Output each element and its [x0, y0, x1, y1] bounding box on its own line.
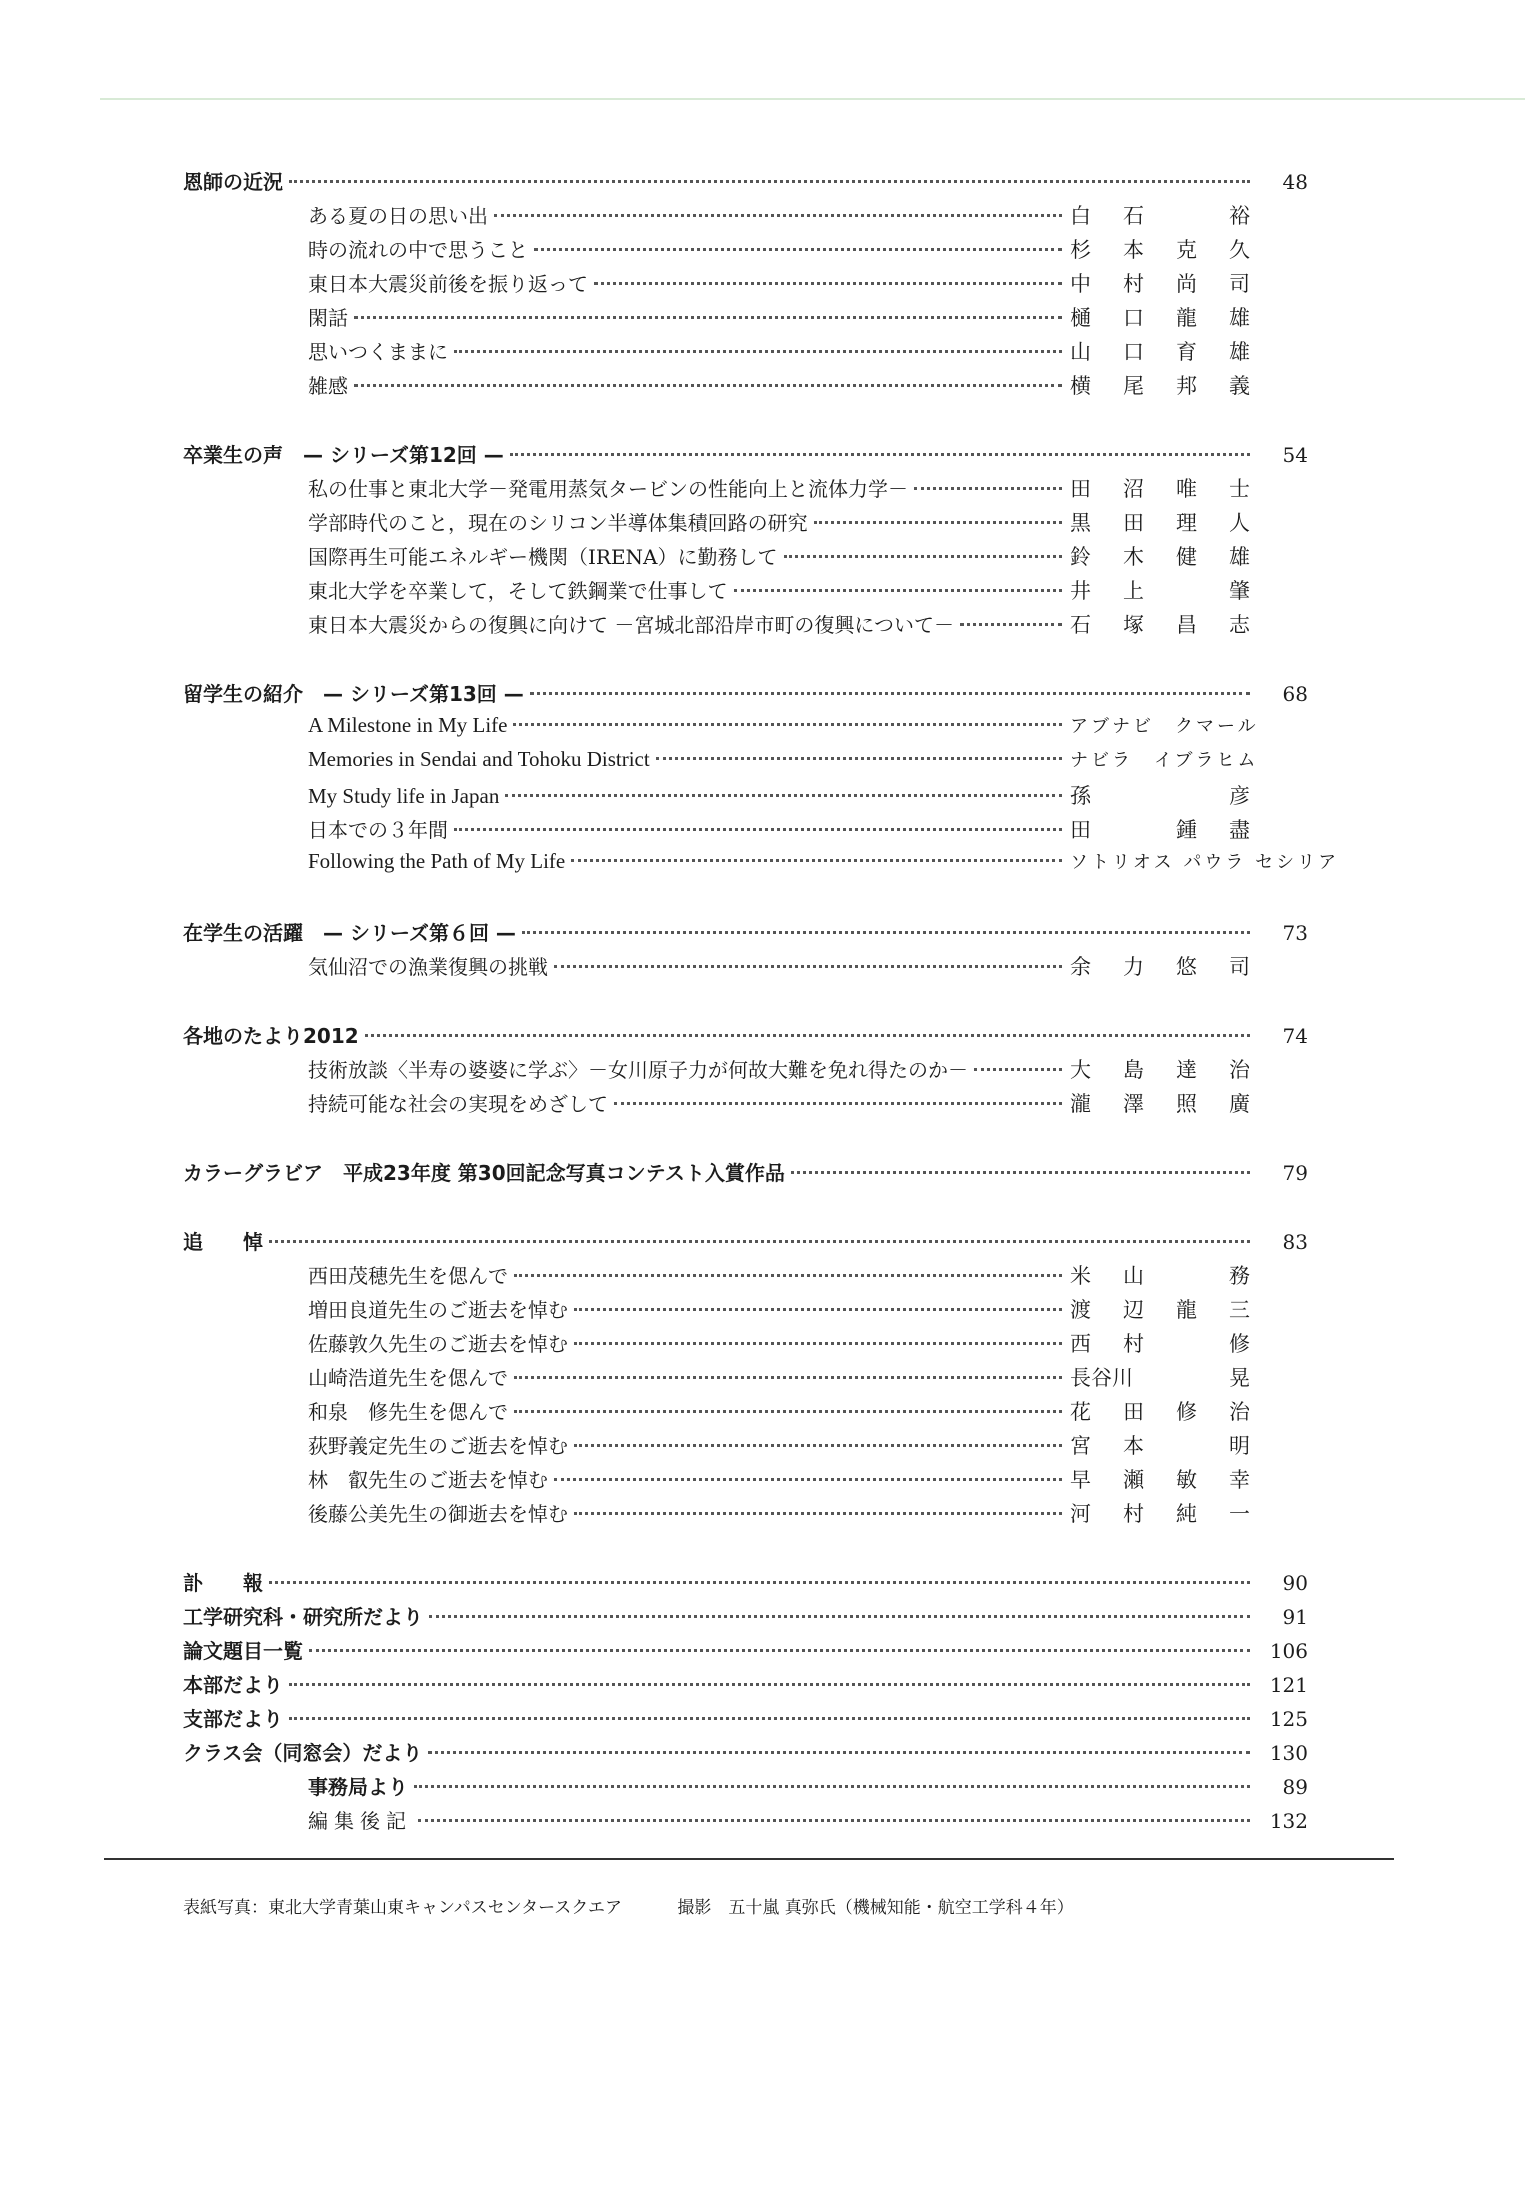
author-char: 孫 — [1070, 784, 1091, 808]
author-char: 本 — [1123, 1434, 1144, 1458]
article-title: ある夏の日の思い出 — [308, 204, 488, 228]
article-entry[interactable] — [183, 1260, 1308, 1294]
leader-dots — [429, 1615, 1250, 1618]
leader-dots — [365, 1034, 1250, 1037]
author-char — [1176, 200, 1197, 230]
page-number: 130 — [1269, 1741, 1308, 1765]
top-rule — [100, 98, 1525, 100]
leader-dots — [505, 794, 1062, 797]
leader-dots — [534, 248, 1062, 251]
author-char: 鈴 — [1070, 545, 1091, 569]
leader-dots — [428, 1751, 1250, 1754]
author-char: 育 — [1176, 340, 1197, 364]
author-char: 宮 — [1070, 1434, 1091, 1458]
author-char: 河 — [1070, 1502, 1091, 1526]
article-entry[interactable] — [183, 780, 1308, 814]
section-title: 論文題目一覧 — [183, 1639, 303, 1663]
author-char — [1176, 1260, 1197, 1290]
author-char: 克 — [1176, 238, 1197, 262]
article-entry[interactable] — [183, 951, 1308, 985]
article-entry[interactable] — [183, 1088, 1308, 1122]
article-entry[interactable] — [183, 268, 1308, 302]
article-author — [1070, 1498, 1250, 1528]
author-char — [1176, 1430, 1197, 1460]
author-char: 瀬 — [1123, 1468, 1144, 1492]
article-entry[interactable] — [183, 1294, 1308, 1328]
leader-dots — [791, 1171, 1250, 1174]
author-char: 樋 — [1070, 306, 1091, 330]
article-author — [1070, 473, 1250, 503]
author-char: 渡 — [1070, 1298, 1091, 1322]
author-char: 田 — [1123, 511, 1144, 535]
toc-section — [183, 1226, 1308, 1532]
section-title: 編集後記 — [308, 1809, 412, 1833]
article-author — [1070, 575, 1250, 605]
author-char: 沼 — [1123, 477, 1144, 501]
section-heading[interactable] — [183, 1669, 1308, 1703]
leader-dots — [354, 316, 1062, 319]
author-char: 司 — [1229, 272, 1250, 296]
article-entry[interactable] — [183, 1430, 1308, 1464]
author-char: 村 — [1123, 1332, 1144, 1356]
author-char: 義 — [1229, 374, 1250, 398]
author-char: 田 — [1070, 818, 1091, 842]
article-title: 国際再生可能エネルギー機関（IRENA）に勤務して — [308, 545, 778, 569]
section-title: 留学生の紹介 — シリーズ第13回 — — [183, 682, 524, 706]
article-author: ナビラ イブラヒム — [1070, 750, 1259, 771]
page-number: 79 — [1282, 1161, 1308, 1185]
section-title: 恩師の近況 — [183, 170, 283, 194]
article-author — [1070, 302, 1250, 332]
leader-dots — [289, 1683, 1250, 1686]
section-title: クラス会（同窓会）だより — [183, 1741, 423, 1765]
leader-dots — [354, 384, 1062, 387]
leader-dots — [494, 214, 1062, 217]
article-title: 荻野義定先生のご逝去を悼む — [308, 1434, 568, 1458]
section-title: 工学研究科・研究所だより — [183, 1605, 423, 1629]
section-heading[interactable] — [183, 439, 1308, 473]
author-char: 塚 — [1123, 613, 1144, 637]
article-entry[interactable] — [183, 1328, 1308, 1362]
article-author — [1070, 370, 1250, 400]
article-entry[interactable] — [183, 848, 1340, 882]
toc-tail — [183, 1567, 1308, 1839]
author-char: 裕 — [1229, 204, 1250, 228]
article-title: 林 叡先生のご逝去を悼む — [308, 1468, 548, 1492]
section-heading[interactable] — [183, 1703, 1308, 1737]
author-char: 務 — [1229, 1264, 1250, 1288]
page-number: 121 — [1269, 1673, 1308, 1697]
article-author — [1070, 1430, 1250, 1460]
article-entry[interactable] — [183, 1054, 1308, 1088]
author-char: 口 — [1123, 340, 1144, 364]
article-author — [1070, 336, 1250, 366]
leader-dots — [594, 282, 1062, 285]
author-char: 澤 — [1123, 1092, 1144, 1116]
section-heading[interactable] — [183, 1020, 1308, 1054]
author-char: 悠 — [1176, 955, 1197, 979]
leader-dots — [574, 1308, 1062, 1311]
author-char: 辺 — [1123, 1298, 1144, 1322]
author-char: 山 — [1070, 340, 1091, 364]
article-author: ソトリオス パウラ セシリア — [1070, 852, 1340, 873]
article-title: 増田良道先生のご逝去を悼む — [308, 1298, 568, 1322]
photographer-caption: 撮影 五十嵐 真弥氏（機械知能・航空工学科４年） — [677, 1898, 1074, 1918]
article-author — [1070, 951, 1250, 981]
author-char: 邦 — [1176, 374, 1197, 398]
leader-dots — [784, 555, 1062, 558]
leader-dots — [514, 1376, 1062, 1379]
article-author — [1070, 1088, 1250, 1118]
author-char: 島 — [1123, 1058, 1144, 1082]
cover-photo-caption: 表紙写真：東北大学青葉山東キャンパスセンタースクエア — [183, 1898, 622, 1918]
article-entry[interactable] — [183, 541, 1308, 575]
author-char: 石 — [1070, 613, 1091, 637]
author-char: 一 — [1229, 1502, 1250, 1526]
page-number: 48 — [1282, 170, 1308, 194]
article-title: 後藤公美先生の御逝去を悼む — [308, 1502, 568, 1526]
author-char: 龍 — [1176, 306, 1197, 330]
article-author — [1070, 1054, 1250, 1084]
article-entry[interactable] — [183, 336, 1308, 370]
article-author — [1070, 1260, 1250, 1290]
section-heading[interactable] — [183, 1157, 1308, 1191]
section-title: 在学生の活躍 — シリーズ第６回 — — [183, 921, 516, 945]
article-author — [1070, 609, 1250, 639]
author-char: 治 — [1229, 1400, 1250, 1424]
section-title: 各地のたより2012 — [183, 1024, 359, 1048]
author-char: 志 — [1229, 613, 1250, 637]
leader-dots — [309, 1649, 1250, 1652]
author-char: 肇 — [1229, 579, 1250, 603]
author-char — [1123, 780, 1144, 810]
section-heading[interactable] — [183, 1226, 1308, 1260]
section-title: 卒業生の声 — シリーズ第12回 — — [183, 443, 504, 467]
article-title: 西田茂穂先生を偲んで — [308, 1264, 508, 1288]
leader-dots — [656, 757, 1062, 760]
page-number: 106 — [1269, 1639, 1308, 1663]
author-char: 龍 — [1176, 1298, 1197, 1322]
article-title: 持続可能な社会の実現をめざして — [308, 1092, 608, 1116]
author-char: 修 — [1229, 1332, 1250, 1356]
author-char — [1171, 1362, 1192, 1392]
author-char: 人 — [1229, 511, 1250, 535]
page-number: 68 — [1282, 682, 1308, 706]
author-char: 三 — [1229, 1298, 1250, 1322]
article-author — [1070, 200, 1250, 230]
article-entry[interactable] — [183, 200, 1308, 234]
section-heading[interactable] — [183, 1805, 1308, 1839]
page-number: 83 — [1282, 1230, 1308, 1254]
author-char: 敏 — [1176, 1468, 1197, 1492]
article-author — [1070, 814, 1250, 844]
article-author: アブナビ クマール — [1070, 716, 1259, 737]
article-title: 和泉 修先生を偲んで — [308, 1400, 508, 1424]
leader-dots — [510, 453, 1250, 456]
author-char: 田 — [1070, 477, 1091, 501]
article-title: 佐藤敦久先生のご逝去を悼む — [308, 1332, 568, 1356]
author-char: 尾 — [1123, 374, 1144, 398]
article-author — [1070, 1464, 1250, 1494]
article-title: Following the Path of My Life — [308, 849, 566, 873]
author-char: 尚 — [1176, 272, 1197, 296]
author-char: 昌 — [1176, 613, 1197, 637]
section-heading[interactable] — [183, 678, 1308, 712]
article-title: 時の流れの中で思うこと — [308, 238, 528, 262]
leader-dots — [289, 180, 1250, 183]
author-char: 力 — [1123, 955, 1144, 979]
author-char: 雄 — [1229, 340, 1250, 364]
author-char: 田 — [1123, 1400, 1144, 1424]
article-entry[interactable] — [183, 1396, 1308, 1430]
author-char: 司 — [1229, 955, 1250, 979]
leader-dots — [614, 1102, 1062, 1105]
author-char: 村 — [1123, 272, 1144, 296]
section-heading[interactable] — [183, 1635, 1308, 1669]
author-char: 久 — [1229, 238, 1250, 262]
leader-dots — [513, 723, 1062, 726]
page-number: 89 — [1282, 1775, 1308, 1799]
toc-section — [183, 1157, 1308, 1191]
article-author — [1070, 1396, 1250, 1426]
section-heading[interactable] — [183, 1737, 1308, 1771]
article-title: Memories in Sendai and Tohoku District — [308, 747, 650, 771]
toc-section — [183, 678, 1340, 882]
author-char: 本 — [1123, 238, 1144, 262]
author-char: 早 — [1070, 1468, 1091, 1492]
article-author — [1070, 1294, 1250, 1324]
author-char: 長谷川 — [1070, 1366, 1133, 1390]
article-title: 技術放談〈半寿の婆婆に学ぶ〉－女川原子力が何故大難を免れ得たのか－ — [308, 1058, 968, 1082]
section-heading[interactable] — [183, 1601, 1308, 1635]
section-heading[interactable] — [183, 166, 1308, 200]
author-char: 修 — [1176, 1400, 1197, 1424]
article-author — [1070, 234, 1250, 264]
section-title: 追 悼 — [183, 1230, 263, 1254]
author-char: 鍾 — [1176, 818, 1197, 842]
section-heading[interactable] — [183, 1567, 1308, 1601]
page-number: 54 — [1282, 443, 1308, 467]
author-char: 純 — [1176, 1502, 1197, 1526]
leader-dots — [974, 1068, 1062, 1071]
article-author — [1070, 268, 1250, 298]
page-number: 74 — [1282, 1024, 1308, 1048]
author-char — [1176, 1328, 1197, 1358]
article-author — [1070, 1362, 1250, 1392]
leader-dots — [734, 589, 1062, 592]
author-char: 明 — [1229, 1434, 1250, 1458]
author-char: 石 — [1123, 204, 1144, 228]
author-char: 達 — [1176, 1058, 1197, 1082]
section-title: 事務局より — [308, 1775, 408, 1799]
article-title: 日本での３年間 — [308, 818, 448, 842]
leader-dots — [269, 1581, 1250, 1584]
author-char: 村 — [1123, 1502, 1144, 1526]
author-char: 木 — [1123, 545, 1144, 569]
author-char — [1123, 814, 1144, 844]
author-char: 士 — [1229, 477, 1250, 501]
author-char: 廣 — [1229, 1092, 1250, 1116]
author-char — [1176, 780, 1197, 810]
author-char: 白 — [1070, 204, 1091, 228]
article-title: 気仙沼での漁業復興の挑戦 — [308, 955, 548, 979]
author-char: 横 — [1070, 374, 1091, 398]
toc-section — [183, 166, 1308, 404]
page-number: 90 — [1282, 1571, 1308, 1595]
leader-dots — [418, 1819, 1250, 1822]
leader-dots — [574, 1342, 1062, 1345]
article-entry[interactable] — [183, 609, 1308, 643]
article-author — [1070, 541, 1250, 571]
author-char: 井 — [1070, 579, 1091, 603]
section-title: 支部だより — [183, 1707, 283, 1731]
article-entry[interactable] — [183, 814, 1308, 848]
article-title: A Milestone in My Life — [308, 713, 508, 737]
author-char: 治 — [1229, 1058, 1250, 1082]
article-entry[interactable] — [183, 507, 1308, 541]
article-title: 山崎浩道先生を偲んで — [308, 1366, 508, 1390]
article-title: 私の仕事と東北大学－発電用蒸気タービンの性能向上と流体力学－ — [308, 477, 908, 501]
leader-dots — [914, 487, 1062, 490]
leader-dots — [554, 965, 1062, 968]
article-title: My Study life in Japan — [308, 784, 500, 808]
author-char: 照 — [1176, 1092, 1197, 1116]
article-entry[interactable] — [183, 746, 1308, 780]
article-entry[interactable] — [183, 712, 1308, 746]
author-char: 雄 — [1229, 306, 1250, 330]
author-char: 山 — [1123, 1264, 1144, 1288]
section-heading[interactable] — [183, 1771, 1308, 1805]
article-entry[interactable] — [183, 473, 1308, 507]
article-entry[interactable] — [183, 370, 1308, 404]
author-char: 彦 — [1229, 784, 1250, 808]
author-char: 黒 — [1070, 511, 1091, 535]
author-char: 盡 — [1229, 818, 1250, 842]
leader-dots — [514, 1410, 1062, 1413]
leader-dots — [514, 1274, 1062, 1277]
section-title: 本部だより — [183, 1673, 283, 1697]
author-char: 上 — [1123, 579, 1144, 603]
author-char: 晃 — [1229, 1366, 1250, 1390]
article-title: 東日本大震災からの復興に向けて －宮城北部沿岸市町の復興について－ — [308, 613, 954, 637]
leader-dots — [522, 931, 1250, 934]
section-heading[interactable] — [183, 917, 1308, 951]
toc-section — [183, 439, 1308, 643]
author-char — [1176, 575, 1197, 605]
leader-dots — [814, 521, 1062, 524]
leader-dots — [454, 350, 1062, 353]
article-title: 東日本大震災前後を振り返って — [308, 272, 588, 296]
author-char: 健 — [1176, 545, 1197, 569]
toc-section — [183, 917, 1308, 985]
author-char: 瀧 — [1070, 1092, 1091, 1116]
leader-dots — [960, 623, 1062, 626]
article-title: 東北大学を卒業して，そして鉄鋼業で仕事して — [308, 579, 728, 603]
leader-dots — [574, 1512, 1062, 1515]
author-char: 大 — [1070, 1058, 1091, 1082]
author-char: 理 — [1176, 511, 1197, 535]
leader-dots — [554, 1478, 1062, 1481]
leader-dots — [574, 1444, 1062, 1447]
leader-dots — [269, 1240, 1250, 1243]
table-of-contents — [183, 166, 1340, 1839]
article-entry[interactable] — [183, 1362, 1308, 1396]
cover-caption — [183, 1893, 1124, 1918]
author-char: 余 — [1070, 955, 1091, 979]
section-title: カラーグラビア 平成23年度 第30回記念写真コンテスト入賞作品 — [183, 1161, 785, 1185]
leader-dots — [289, 1717, 1250, 1720]
article-title: 思いつくままに — [308, 340, 448, 364]
author-char: 花 — [1070, 1400, 1091, 1424]
page-number: 91 — [1282, 1605, 1308, 1629]
page-number: 132 — [1269, 1809, 1308, 1833]
author-char: 唯 — [1176, 477, 1197, 501]
page-number: 73 — [1282, 921, 1308, 945]
bottom-rule — [104, 1858, 1394, 1860]
article-entry[interactable] — [183, 302, 1308, 336]
leader-dots — [414, 1785, 1250, 1788]
leader-dots — [530, 692, 1250, 695]
author-char: 中 — [1070, 272, 1091, 296]
author-char: 雄 — [1229, 545, 1250, 569]
article-entry[interactable] — [183, 234, 1308, 268]
author-char: 米 — [1070, 1264, 1091, 1288]
article-author — [1070, 1328, 1250, 1358]
section-title: 訃 報 — [183, 1571, 263, 1595]
article-author — [1070, 507, 1250, 537]
author-char: 杉 — [1070, 238, 1091, 262]
article-title: 学部時代のこと，現在のシリコン半導体集積回路の研究 — [308, 511, 808, 535]
leader-dots — [454, 828, 1062, 831]
author-char: 西 — [1070, 1332, 1091, 1356]
article-entry[interactable] — [183, 575, 1308, 609]
article-title: 雑感 — [308, 374, 348, 398]
article-entry[interactable] — [183, 1464, 1308, 1498]
author-char: 幸 — [1229, 1468, 1250, 1492]
author-char: 口 — [1123, 306, 1144, 330]
article-title: 閑話 — [308, 306, 348, 330]
article-author — [1070, 780, 1250, 810]
toc-section — [183, 1020, 1308, 1122]
article-entry[interactable] — [183, 1498, 1308, 1532]
leader-dots — [571, 859, 1062, 862]
page-number: 125 — [1269, 1707, 1308, 1731]
